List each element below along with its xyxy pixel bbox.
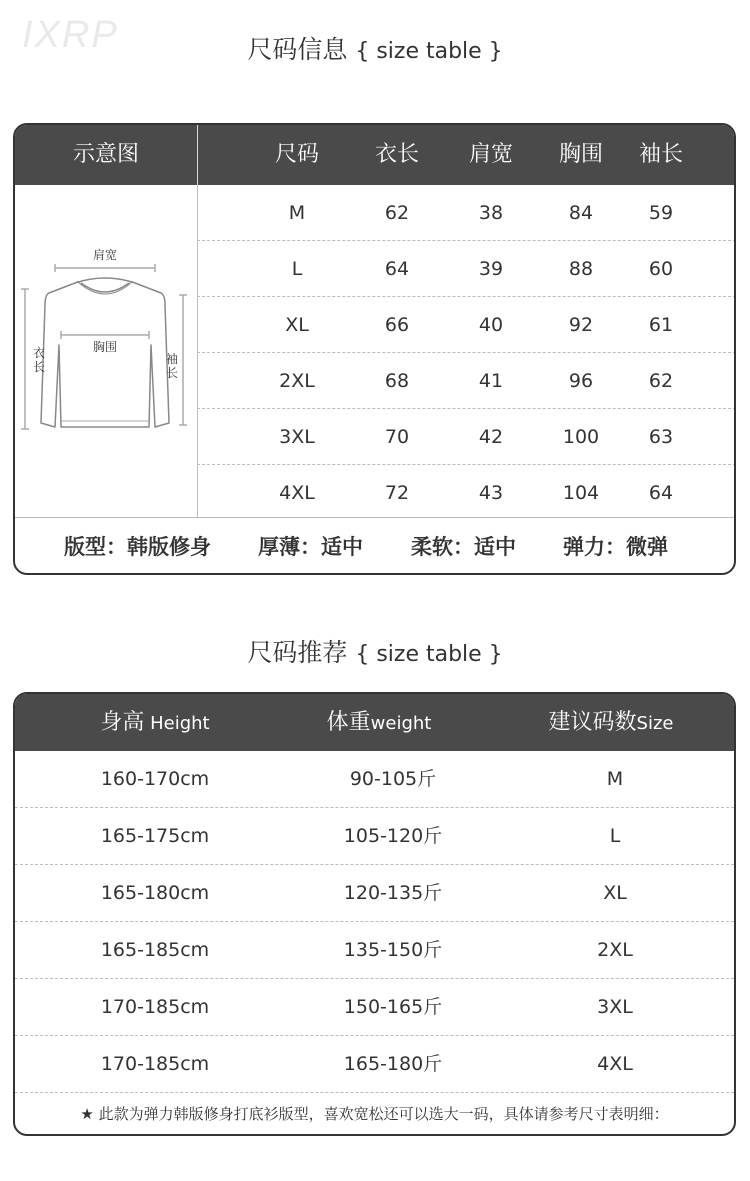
recommend-row (15, 922, 734, 979)
diagram-label-length-2: 长 (32, 360, 46, 374)
header-sleeve: 袖长 (638, 142, 683, 167)
diagram-label-length-1: 衣 (32, 346, 46, 360)
size-row-3xl (197, 409, 736, 465)
recommend-title (0, 633, 750, 669)
brand-watermark: IXRP (22, 14, 119, 56)
cell-weight: 165-180斤 (343, 1053, 443, 1075)
cell-sleeve: 59 (648, 202, 674, 224)
cell-shoulder: 39 (478, 258, 504, 280)
recommend-row (15, 751, 734, 808)
header-size: 尺码 (274, 142, 319, 167)
size-info-title (0, 30, 750, 66)
cell-length: 72 (384, 482, 410, 504)
cell-length: 64 (384, 258, 410, 280)
diagram-label-sleeve-1: 袖 (165, 352, 179, 366)
cell-weight: 135-150斤 (343, 939, 443, 961)
cell-size: M (288, 202, 306, 224)
cell-length: 70 (384, 426, 410, 448)
sweater-outline-icon (15, 185, 197, 517)
header-shoulder: 肩宽 (468, 142, 513, 167)
header-height-en: Height (144, 713, 210, 734)
recommend-row (15, 979, 734, 1036)
cell-size: 3XL (279, 426, 315, 448)
recommend-row (15, 808, 734, 865)
cell-size: XL (603, 882, 627, 904)
size-recommend-table (13, 692, 736, 1136)
header-height-cn: 身高 (100, 710, 145, 735)
cell-chest: 88 (568, 258, 594, 280)
cell-sleeve: 63 (648, 426, 674, 448)
cell-height: 165-175cm (100, 825, 210, 847)
header-size-en: Size (636, 713, 674, 734)
cell-size: 3XL (597, 996, 633, 1018)
recommend-title-cn: 尺码推荐 (247, 638, 348, 667)
header-height (55, 694, 255, 751)
cell-length: 68 (384, 370, 410, 392)
cell-height: 170-185cm (100, 1053, 210, 1075)
cell-weight: 105-120斤 (343, 825, 443, 847)
cell-height: 170-185cm (100, 996, 210, 1018)
cell-size: 2XL (597, 939, 633, 961)
size-row-xl (197, 297, 736, 353)
header-weight (279, 694, 479, 751)
recommend-header (15, 694, 734, 751)
fit-property: 版型：韩版修身 (64, 535, 211, 559)
diagram-label-chest: 胸围 (92, 340, 118, 354)
fit-note: ★ 此款为弹力韩版修身打底衫版型，喜欢宽松还可以选大一码，具体请参考尺寸表明细： (80, 1105, 669, 1123)
cell-size: 2XL (279, 370, 315, 392)
cell-length: 66 (384, 314, 410, 336)
cell-sleeve: 64 (648, 482, 674, 504)
garment-diagram (15, 185, 198, 517)
cell-shoulder: 43 (478, 482, 504, 504)
size-row-l (197, 241, 736, 297)
cell-chest: 84 (568, 202, 594, 224)
cell-weight: 150-165斤 (343, 996, 443, 1018)
cell-size: M (606, 768, 624, 790)
cell-size: L (291, 258, 303, 280)
softness-property: 柔软：适中 (411, 535, 516, 559)
header-size (511, 694, 711, 751)
cell-sleeve: 61 (648, 314, 674, 336)
cell-size: XL (285, 314, 309, 336)
cell-sleeve: 60 (648, 258, 674, 280)
size-info-title-cn: 尺码信息 (247, 35, 348, 64)
cell-length: 62 (384, 202, 410, 224)
cell-weight: 90-105斤 (349, 768, 437, 790)
cell-height: 160-170cm (100, 768, 210, 790)
cell-shoulder: 40 (478, 314, 504, 336)
header-diagram: 示意图 (15, 125, 198, 185)
cell-size: 4XL (597, 1053, 633, 1075)
size-info-table (13, 123, 736, 575)
thickness-property: 厚薄：适中 (258, 535, 363, 559)
cell-sleeve: 62 (648, 370, 674, 392)
recommend-title-en: { size table } (355, 642, 503, 667)
diagram-label-sleeve-2: 长 (165, 366, 179, 380)
header-size-cn: 建议码数 (548, 710, 637, 735)
diagram-label-shoulder: 肩宽 (92, 248, 118, 262)
size-row-4xl (197, 465, 736, 517)
header-length: 衣长 (374, 142, 419, 167)
cell-weight: 120-135斤 (343, 882, 443, 904)
header-weight-en: weight (370, 713, 432, 734)
size-row-m (197, 185, 736, 241)
cell-shoulder: 38 (478, 202, 504, 224)
recommend-row (15, 1036, 734, 1093)
recommend-row (15, 865, 734, 922)
size-row-2xl (197, 353, 736, 409)
elasticity-property: 弹力：微弹 (563, 535, 668, 559)
size-info-header (15, 125, 734, 185)
cell-chest: 92 (568, 314, 594, 336)
size-info-title-en: { size table } (355, 39, 503, 64)
header-chest: 胸围 (558, 142, 603, 167)
cell-height: 165-180cm (100, 882, 210, 904)
fabric-properties (15, 517, 736, 574)
cell-height: 165-185cm (100, 939, 210, 961)
cell-size: 4XL (279, 482, 315, 504)
cell-shoulder: 41 (478, 370, 504, 392)
cell-chest: 104 (562, 482, 600, 504)
cell-shoulder: 42 (478, 426, 504, 448)
cell-chest: 100 (562, 426, 600, 448)
header-weight-cn: 体重 (326, 710, 371, 735)
cell-size: L (609, 825, 621, 847)
cell-chest: 96 (568, 370, 594, 392)
